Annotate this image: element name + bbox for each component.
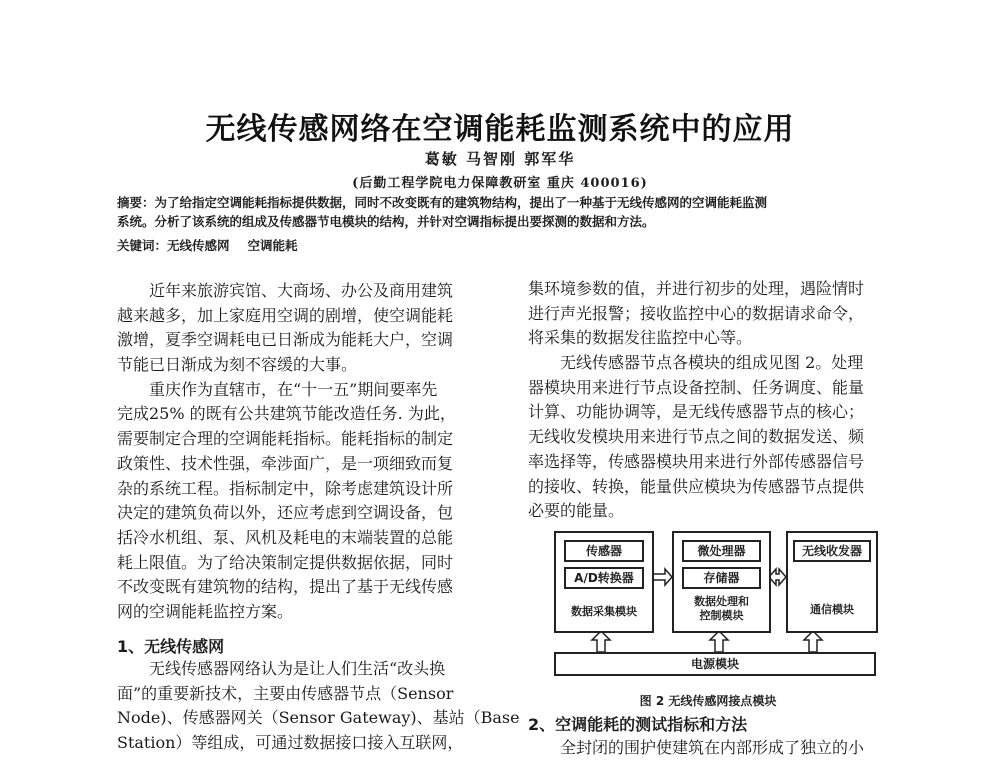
text-line: 政策性、技术性强，牵涉面广，是一项细致而复 [117, 453, 454, 473]
node-module-diagram [551, 528, 862, 688]
keyword: 空调能耗 [247, 238, 298, 253]
power-module: 电源模块 [554, 652, 876, 676]
text-line: 杂的系统工程。指标制定中，除考虑建筑设计所 [117, 478, 454, 498]
text-line: 率选择等，传感器模块用来进行外部传感器信号 [528, 451, 865, 471]
arrow-up-icon [592, 631, 610, 652]
right-column [528, 277, 908, 524]
communication-label: 通信模块 [810, 603, 854, 616]
section2-body [528, 736, 908, 761]
abstract-label: 摘要： [117, 195, 155, 210]
figure-caption: 图 2 无线传感网接点模块 [639, 694, 777, 708]
abstract-line: 为了给指定空调能耗指标提供数据，同时不改变既有的建筑物结构，提出了一种基于无线传感网的空调能耗监测 [154, 195, 768, 210]
section1-body [117, 657, 520, 756]
text-line: 重庆作为直辖市，在“十一五”期间要率先 [149, 379, 438, 399]
section-heading: 1、无线传感网 [117, 637, 225, 656]
text-line: 无线传感器网络认为是让人们生活“改头换 [149, 659, 446, 678]
text-line: 越来越多，加上家庭用空调的剧增，使空调能耗 [117, 305, 454, 325]
text-line: 不改变既有建筑物的结构，提出了基于无线传感 [117, 577, 454, 597]
text-line: 决定的建筑负荷以外，还应考虑到空调设备，包 [117, 503, 454, 523]
text-line: 将采集的数据发往监控中心等。 [528, 328, 753, 348]
processing-module [672, 531, 771, 633]
text-line: 无线收发模块用来进行节点之间的数据发送、频 [528, 427, 865, 447]
text-line: Station）等组成，可通过数据接口接入互联网， [117, 733, 464, 753]
arrow-right-icon [652, 569, 672, 585]
text-line: 需要制定合理的空调能耗指标。能耗指标的制定 [117, 429, 454, 449]
text-line: 括冷水机组、泵、风机及耗电的末端装置的总能 [117, 527, 454, 547]
keywords [117, 236, 917, 254]
paper-title: 无线传感网络在空调能耗监测系统中的应用 [205, 112, 795, 147]
processing-label: 控制模块 [699, 609, 744, 622]
text-line: 无线传感器节点各模块的组成见图 2。处理 [560, 353, 864, 373]
text-line: 器模块用来进行节点设备控制、任务调度、能量 [528, 377, 865, 397]
text-line: 计算、功能协调等，是无线传感器节点的核心； [528, 402, 865, 422]
authors: 葛敏 马智刚 郭军华 [424, 150, 576, 168]
text-line: 完成25% 的既有公共建筑节能改造任务. 为此， [117, 404, 456, 424]
text-line: 必要的能量。 [528, 501, 625, 521]
text-line: 集环境参数的值，并进行初步的处理，遇险情时 [528, 279, 865, 298]
mcu-box: 微处理器 [682, 540, 761, 562]
acquisition-module [554, 531, 654, 633]
text-line: 进行声光报警；接收监控中心的数据请求命令， [528, 303, 865, 323]
adc-box: A/D转换器 [564, 567, 644, 589]
arrow-up-icon [710, 631, 728, 652]
sensor-box: 传感器 [564, 540, 644, 562]
affiliation: (后勤工程学院电力保障教研室 重庆 400016) [352, 176, 648, 191]
abstract [117, 193, 917, 231]
text-line: 节能已日渐成为刻不容缓的大事。 [117, 355, 358, 375]
communication-module [786, 531, 878, 633]
text-line: 面”的重要新技术，主要由传感器节点（Sensor [117, 683, 454, 703]
abstract-line: 系统。分析了该系统的组成及传感器节电模块的结构，并针对空调指标提出要探测的数据和方法。 [117, 214, 655, 229]
acquisition-label: 数据采集模块 [571, 605, 637, 618]
text-line: 的接收、转换，能量供应模块为传感器节点提供 [528, 476, 865, 496]
text-line: Node)、传感器网关（Sensor Gateway)、基站（Base [117, 708, 520, 728]
arrow-up-icon [804, 631, 822, 652]
left-column [117, 279, 492, 625]
keywords-label: 关键词： [117, 238, 168, 253]
arrow-bidirectional-icon [769, 569, 786, 585]
keyword: 无线传感网 [167, 238, 230, 253]
memory-box: 存储器 [682, 567, 761, 589]
text-line: 全封闭的围护使建筑在内部形成了独立的小 [560, 738, 865, 757]
text-line: 近年来旅游宾馆、大商场、办公及商用建筑 [149, 281, 454, 300]
section-heading: 2、空调能耗的测试指标和方法 [528, 715, 748, 734]
text-line: 网的空调能耗监控方案。 [117, 601, 294, 621]
processing-label: 数据处理和 [694, 595, 749, 608]
text-line: 耗上限值。为了给决策制定提供数据依据，同时 [117, 552, 454, 572]
radio-box: 无线收发器 [793, 540, 871, 562]
text-line: 激增，夏季空调耗电已日渐成为能耗大户，空调 [117, 330, 454, 350]
